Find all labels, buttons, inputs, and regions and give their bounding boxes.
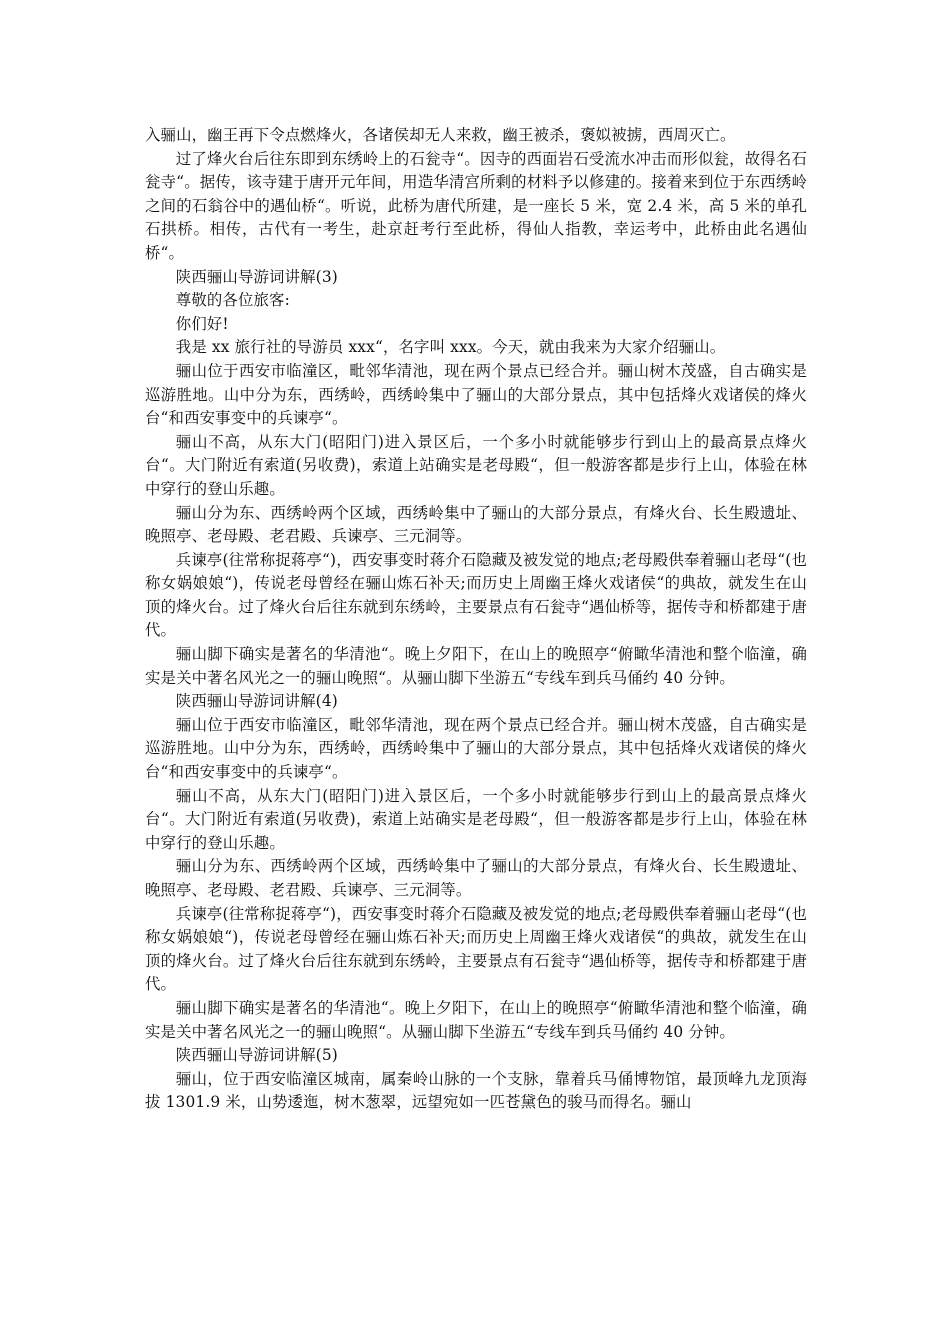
section-heading: 陕西骊山导游词讲解(3) — [175, 267, 338, 286]
document-page — [145, 124, 807, 1115]
paragraph: 骊山不高，从东大门(昭阳门)进入景区后，一个多小时就能够步行到山上的最高景点烽火台“。大门附近有索道(另收费)，索道上站确实是老母殿“，但一般游客都是步行上山，体验在林中穿行的登山乐趣。 — [145, 432, 807, 498]
paragraph: 骊山位于西安市临潼区，毗邻华清池，现在两个景点已经合并。骊山树木茂盛，自古确实是巡游胜地。山中分为东，西绣岭，西绣岭集中了骊山的大部分景点，其中包括烽火戏诸侯的烽火台“和西安事变中的兵谏亭“。 — [145, 361, 807, 428]
paragraph: 过了烽火台后往东即到东绣岭上的石瓮寺“。因寺的西面岩石受流水冲击而形似瓮，故得名石瓮寺“。据传，该寺建于唐开元年间，用造华清宫所剩的材料予以修建的。接着来到位于东西绣岭之间的石翁谷中的遇仙桥“。听说，此桥为唐代所建，是一座长 5 米，宽 2.4 米，高 5 米的单孔石拱桥。相传，古代有一考生，赴京赶考行至此桥，得仙人指教，幸运考中，此桥由此名遇仙桥“。 — [145, 149, 807, 262]
paragraph: 骊山分为东、西绣岭两个区域，西绣岭集中了骊山的大部分景点，有烽火台、长生殿遗址、晚照亭、老母殿、老君殿、兵谏亭、三元洞等。 — [145, 503, 807, 546]
paragraph: 兵谏亭(往常称捉蒋亭“)，西安事变时蒋介石隐藏及被发觉的地点;老母殿供奉着骊山老母“(也称女娲娘娘“)，传说老母曾经在骊山炼石补天;而历史上周幽王烽火戏诸侯“的典故，就发生在山顶的烽火台。过了烽火台后往东就到东绣岭，主要景点有石瓮寺“遇仙桥等，据传寺和桥都建于唐代。 — [145, 550, 807, 640]
greeting-line: 尊敬的各位旅客: — [175, 291, 290, 310]
paragraph: 骊山分为东、西绣岭两个区域，西绣岭集中了骊山的大部分景点，有烽火台、长生殿遗址、晚照亭、老母殿、老君殿、兵谏亭、三元洞等。 — [145, 857, 807, 899]
section-heading: 陕西骊山导游词讲解(5) — [175, 1046, 338, 1065]
paragraph: 兵谏亭(往常称捉蒋亭“)，西安事变时蒋介石隐藏及被发觉的地点;老母殿供奉着骊山老母“(也称女娲娘娘“)，传说老母曾经在骊山炼石补天;而历史上周幽王烽火戏诸侯“的典故，就发生在山顶的烽火台。过了烽火台后往东就到东绣岭，主要景点有石瓮寺“遇仙桥等，据传寺和桥都建于唐代。 — [145, 904, 807, 994]
paragraph: 骊山脚下确实是著名的华清池“。晚上夕阳下，在山上的晚照亭“俯瞰华清池和整个临潼，确实是关中著名风光之一的骊山晚照“。从骊山脚下坐游五“专线车到兵马俑约 40 分钟。 — [145, 645, 807, 687]
paragraph: 我是 xx 旅行社的导游员 xxx“，名字叫 xxx。今天，就由我来为大家介绍骊山。 — [175, 338, 726, 357]
paragraph: 骊山位于西安市临潼区，毗邻华清池，现在两个景点已经合并。骊山树木茂盛，自古确实是巡游胜地。山中分为东，西绣岭，西绣岭集中了骊山的大部分景点，其中包括烽火戏诸侯的烽火台“和西安事变中的兵谏亭“。 — [145, 715, 807, 782]
section-heading: 陕西骊山导游词讲解(4) — [175, 692, 338, 711]
paragraph: 入骊山，幽王再下令点燃烽火，各诸侯却无人来救，幽王被杀，褒姒被掳，西周灭亡。 — [145, 126, 736, 144]
paragraph: 骊山脚下确实是著名的华清池“。晚上夕阳下，在山上的晚照亭“俯瞰华清池和整个临潼，确实是关中著名风光之一的骊山晚照“。从骊山脚下坐游五“专线车到兵马俑约 40 分钟。 — [145, 998, 807, 1041]
greeting-line: 你们好! — [175, 314, 229, 333]
paragraph: 骊山不高，从东大门(昭阳门)进入景区后，一个多小时就能够步行到山上的最高景点烽火台“。大门附近有索道(另收费)，索道上站确实是老母殿“，但一般游客都是步行上山，体验在林中穿行的登山乐趣。 — [145, 786, 807, 852]
paragraph: 骊山，位于西安临潼区城南，属秦岭山脉的一个支脉，靠着兵马俑博物馆，最顶峰九龙顶海拔 1301.9 米，山势逶迤，树木葱翠，远望宛如一匹苍黛色的骏马而得名。骊山 — [145, 1069, 807, 1112]
